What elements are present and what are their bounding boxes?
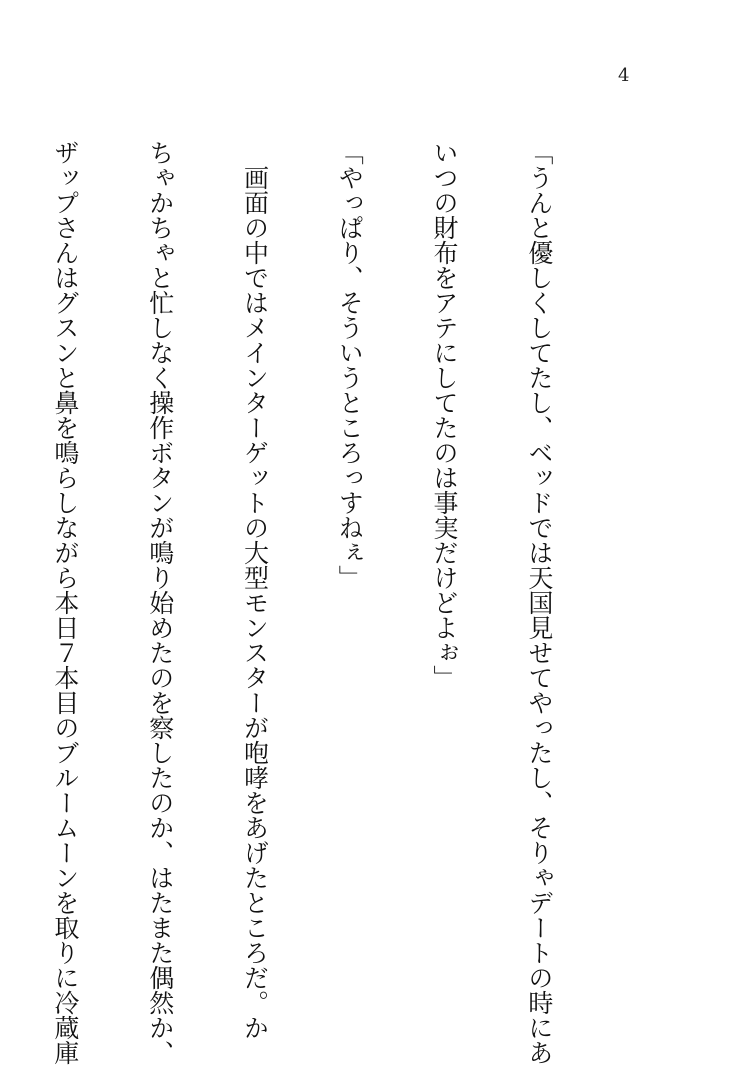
text-line: ちゃかちゃと忙しなく操作ボタンが鳴り始めたのを察したのか、はたまた偶然か、 [145,140,175,1065]
vertical-text-body [0,140,618,1065]
text-line: 「やっぱり、そういうところっすねぇ」 [335,140,365,590]
text-line: いつの財布をアテにしてたのは事実だけどよぉ」 [430,140,460,690]
text-line: 画面の中ではメインターゲットの大型モンスターが咆哮をあげたところだ。か [240,140,270,1040]
page-number: 4 [618,65,630,86]
text-line: ザップさんはグスンと鼻を鳴らしながら本日７本目のブルームーンを取りに冷蔵庫 [50,140,80,1065]
text-line: 「うんと優しくしてたし、ベッドでは天国見せてやったし、そりゃデートの時にあ [524,140,554,1065]
